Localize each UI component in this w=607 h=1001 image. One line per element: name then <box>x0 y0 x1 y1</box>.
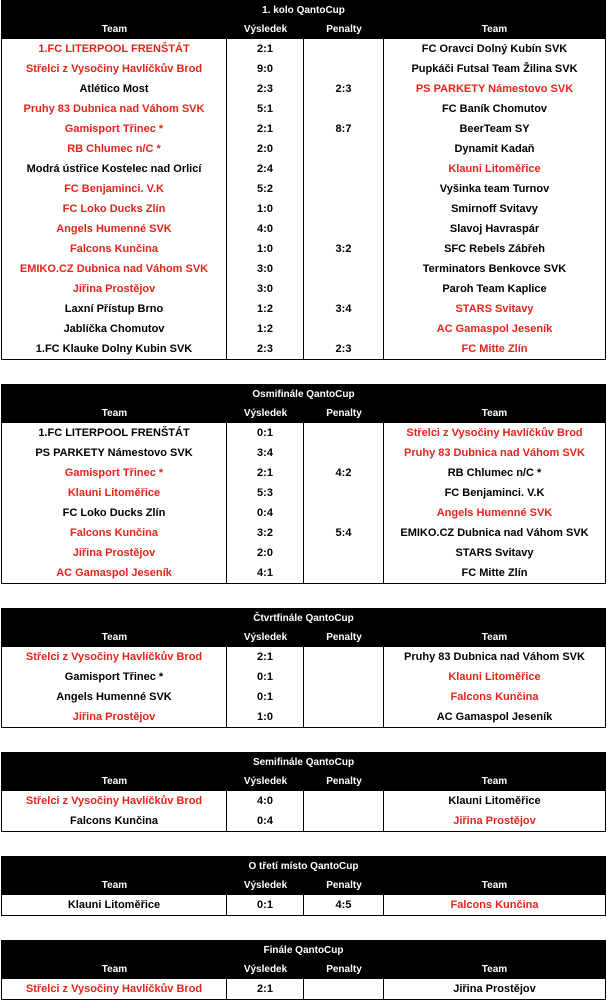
match-rows <box>2 423 605 583</box>
match-row <box>2 139 605 159</box>
match-score: 2:1 <box>227 647 304 667</box>
away-team: FC Mitte Zlín <box>461 343 528 355</box>
header-penalty: Penalty <box>326 632 362 643</box>
header-result: Výsledek <box>243 24 288 35</box>
away-team: AC Gamaspol Jeseník <box>436 323 553 335</box>
away-team: PS PARKETY Námestovo SVK <box>415 83 574 95</box>
match-score: 2:3 <box>227 339 304 359</box>
home-team: Gamisport Třinec * <box>2 119 227 139</box>
away-team: SFC Rebels Zábřeh <box>444 243 545 255</box>
penalty-score: 2:3 <box>304 339 384 359</box>
match-row <box>2 667 605 687</box>
match-row <box>2 119 605 139</box>
away-team: Pruhy 83 Dubnica nad Váhom SVK <box>404 651 585 663</box>
column-header <box>2 404 605 423</box>
penalty-score <box>304 39 384 59</box>
match-row <box>2 199 605 219</box>
penalty-score <box>304 647 384 667</box>
away-team: Slavoj Havraspár <box>449 223 540 235</box>
header-penalty: Penalty <box>326 408 362 419</box>
home-team: Střelci z Vysočiny Havlíčkův Brod <box>2 791 227 811</box>
penalty-score <box>304 503 384 523</box>
column-header <box>2 20 605 39</box>
match-row <box>2 707 605 727</box>
home-team: Střelci z Vysočiny Havlíčkův Brod <box>2 59 227 79</box>
match-score: 1:2 <box>227 299 304 319</box>
penalty-score <box>304 707 384 727</box>
header-penalty: Penalty <box>326 24 362 35</box>
section-third-place <box>1 856 606 916</box>
away-team: Střelci z Vysočiny Havlíčkův Brod <box>406 427 583 439</box>
header-penalty: Penalty <box>326 880 362 891</box>
match-score: 2:0 <box>227 543 304 563</box>
match-score: 3:0 <box>227 259 304 279</box>
match-row <box>2 647 605 667</box>
match-rows <box>2 895 605 915</box>
penalty-score <box>304 667 384 687</box>
away-team: Terminators Benkovce SVK <box>422 263 567 275</box>
match-score: 2:1 <box>227 979 304 999</box>
away-team: Pupkáči Futsal Team Žilina SVK <box>411 63 578 75</box>
match-score: 2:1 <box>227 39 304 59</box>
match-score: 3:4 <box>227 443 304 463</box>
match-score: 0:4 <box>227 811 304 831</box>
away-team: RB Chlumec n/C * <box>447 467 542 479</box>
home-team: FC Benjaminci. V.K <box>2 179 227 199</box>
penalty-score <box>304 443 384 463</box>
match-score: 0:1 <box>227 667 304 687</box>
match-row <box>2 543 605 563</box>
home-team: 1.FC LITERPOOL FRENŠTÁT <box>2 423 227 443</box>
match-row <box>2 791 605 811</box>
match-score: 1:0 <box>227 239 304 259</box>
column-header <box>2 876 605 895</box>
away-team: AC Gamaspol Jeseník <box>436 711 553 723</box>
away-team: EMIKO.CZ Dubnica nad Váhom SVK <box>400 527 589 539</box>
column-header <box>2 772 605 791</box>
match-score: 9:0 <box>227 59 304 79</box>
match-row <box>2 895 605 915</box>
match-score: 0:4 <box>227 503 304 523</box>
home-team: EMIKO.CZ Dubnica nad Váhom SVK <box>2 259 227 279</box>
header-penalty: Penalty <box>326 776 362 787</box>
match-score: 4:0 <box>227 791 304 811</box>
column-header <box>2 628 605 647</box>
away-team: FC Oravci Dolný Kubín SVK <box>421 43 568 55</box>
section-title: Semifinále QantoCup <box>2 753 605 772</box>
section-title: Osmifinále QantoCup <box>2 385 605 404</box>
penalty-score <box>304 979 384 999</box>
away-team: FC Mitte Zlín <box>461 567 528 579</box>
penalty-score <box>304 319 384 339</box>
section-finale <box>1 940 606 1000</box>
home-team: 1.FC LITERPOOL FRENŠTÁT <box>2 39 227 59</box>
home-team: FC Loko Ducks Zlín <box>2 199 227 219</box>
match-score: 2:3 <box>227 79 304 99</box>
match-score: 5:2 <box>227 179 304 199</box>
match-score: 4:1 <box>227 563 304 583</box>
match-score: 2:4 <box>227 159 304 179</box>
away-team: STARS Svitavy <box>455 547 534 559</box>
home-team: Falcons Kunčina <box>2 239 227 259</box>
section-1-kolo <box>1 0 606 360</box>
home-team: Klauni Litoměřice <box>2 895 227 915</box>
away-team: Jiřina Prostějov <box>453 815 536 827</box>
match-score: 2:0 <box>227 139 304 159</box>
home-team: 1.FC Klauke Dolny Kubin SVK <box>2 339 227 359</box>
header-team-away: Team <box>481 408 508 419</box>
match-row <box>2 179 605 199</box>
match-row <box>2 79 605 99</box>
match-row <box>2 503 605 523</box>
away-team: Klauni Litoměřice <box>448 163 541 175</box>
match-rows <box>2 39 605 359</box>
penalty-score <box>304 791 384 811</box>
match-score: 5:3 <box>227 483 304 503</box>
header-team-home: Team <box>101 880 128 891</box>
penalty-score <box>304 59 384 79</box>
match-rows <box>2 791 605 831</box>
header-result: Výsledek <box>243 776 288 787</box>
match-score: 1:2 <box>227 319 304 339</box>
home-team: Falcons Kunčina <box>2 811 227 831</box>
home-team: Gamisport Třinec * <box>2 667 227 687</box>
match-score: 2:1 <box>227 119 304 139</box>
home-team: Laxní Přístup Brno <box>2 299 227 319</box>
match-rows <box>2 979 605 999</box>
away-team: Vyšinka team Turnov <box>439 183 550 195</box>
penalty-score <box>304 483 384 503</box>
header-team-away: Team <box>481 632 508 643</box>
home-team: Angels Humenné SVK <box>2 687 227 707</box>
match-score: 0:1 <box>227 687 304 707</box>
header-penalty: Penalty <box>326 964 362 975</box>
away-team: Jiřina Prostějov <box>453 983 536 995</box>
section-osmifinale <box>1 384 606 584</box>
penalty-score: 2:3 <box>304 79 384 99</box>
header-team-home: Team <box>101 776 128 787</box>
away-team: Klauni Litoměřice <box>448 795 541 807</box>
home-team: Modrá ústřice Kostelec nad Orlicí <box>2 159 227 179</box>
column-header <box>2 960 605 979</box>
match-row <box>2 563 605 583</box>
penalty-score: 4:2 <box>304 463 384 483</box>
away-team: Klauni Litoměřice <box>448 671 541 683</box>
match-score: 1:0 <box>227 707 304 727</box>
match-row <box>2 259 605 279</box>
header-team-away: Team <box>481 24 508 35</box>
match-row <box>2 463 605 483</box>
match-score: 1:0 <box>227 199 304 219</box>
match-row <box>2 339 605 359</box>
match-row <box>2 319 605 339</box>
penalty-score: 5:4 <box>304 523 384 543</box>
home-team: Jablíčka Chomutov <box>2 319 227 339</box>
penalty-score <box>304 99 384 119</box>
match-row <box>2 687 605 707</box>
away-team: FC Benjaminci. V.K <box>444 487 545 499</box>
home-team: Pruhy 83 Dubnica nad Váhom SVK <box>2 99 227 119</box>
home-team: Atlético Most <box>2 79 227 99</box>
section-title: Čtvrtfinále QantoCup <box>2 609 605 628</box>
away-team: Angels Humenné SVK <box>436 507 553 519</box>
match-row <box>2 483 605 503</box>
away-team: Pruhy 83 Dubnica nad Váhom SVK <box>404 447 585 459</box>
home-team: Jiřina Prostějov <box>2 543 227 563</box>
match-row <box>2 423 605 443</box>
match-row <box>2 219 605 239</box>
penalty-score: 8:7 <box>304 119 384 139</box>
away-team: Paroh Team Kaplice <box>442 283 547 295</box>
match-score: 0:1 <box>227 895 304 915</box>
match-row <box>2 39 605 59</box>
penalty-score <box>304 179 384 199</box>
penalty-score <box>304 199 384 219</box>
header-result: Výsledek <box>243 880 288 891</box>
home-team: Falcons Kunčina <box>2 523 227 543</box>
match-score: 3:2 <box>227 523 304 543</box>
match-score: 4:0 <box>227 219 304 239</box>
penalty-score <box>304 219 384 239</box>
match-row <box>2 159 605 179</box>
penalty-score <box>304 159 384 179</box>
home-team: Angels Humenné SVK <box>2 219 227 239</box>
match-score: 2:1 <box>227 463 304 483</box>
away-team: FC Baník Chomutov <box>441 103 548 115</box>
home-team: Jiřina Prostějov <box>2 279 227 299</box>
match-row <box>2 59 605 79</box>
header-result: Výsledek <box>243 408 288 419</box>
away-team: STARS Svitavy <box>455 303 534 315</box>
match-row <box>2 279 605 299</box>
header-team-home: Team <box>101 964 128 975</box>
header-result: Výsledek <box>243 964 288 975</box>
match-row <box>2 239 605 259</box>
home-team: PS PARKETY Námestovo SVK <box>2 443 227 463</box>
match-row <box>2 979 605 999</box>
away-team: Falcons Kunčina <box>450 899 539 911</box>
section-ctvrtfinale <box>1 608 606 728</box>
away-team: Falcons Kunčina <box>450 691 539 703</box>
penalty-score <box>304 423 384 443</box>
penalty-score: 4:5 <box>304 895 384 915</box>
home-team: Střelci z Vysočiny Havlíčkův Brod <box>2 979 227 999</box>
match-score: 0:1 <box>227 423 304 443</box>
header-team-away: Team <box>481 776 508 787</box>
section-title: Finále QantoCup <box>2 941 605 960</box>
away-team: BeerTeam SY <box>459 123 530 135</box>
penalty-score <box>304 543 384 563</box>
match-row <box>2 443 605 463</box>
home-team: Střelci z Vysočiny Havlíčkův Brod <box>2 647 227 667</box>
match-row <box>2 523 605 543</box>
home-team: Jiřina Prostějov <box>2 707 227 727</box>
home-team: Klauni Litoměřice <box>2 483 227 503</box>
home-team: AC Gamaspol Jeseník <box>2 563 227 583</box>
away-team: Smirnoff Svitavy <box>451 203 538 215</box>
section-semifinale <box>1 752 606 832</box>
header-team-home: Team <box>101 632 128 643</box>
header-result: Výsledek <box>243 632 288 643</box>
penalty-score: 3:2 <box>304 239 384 259</box>
header-team-home: Team <box>101 24 128 35</box>
section-title: O třetí místo QantoCup <box>2 857 605 876</box>
header-team-away: Team <box>481 880 508 891</box>
header-team-away: Team <box>481 964 508 975</box>
penalty-score <box>304 279 384 299</box>
home-team: Gamisport Třinec * <box>2 463 227 483</box>
section-title: 1. kolo QantoCup <box>2 1 605 20</box>
penalty-score <box>304 139 384 159</box>
match-score: 5:1 <box>227 99 304 119</box>
penalty-score: 3:4 <box>304 299 384 319</box>
penalty-score <box>304 259 384 279</box>
match-rows <box>2 647 605 727</box>
penalty-score <box>304 563 384 583</box>
match-row <box>2 299 605 319</box>
home-team: RB Chlumec n/C * <box>2 139 227 159</box>
match-score: 3:0 <box>227 279 304 299</box>
home-team: FC Loko Ducks Zlín <box>2 503 227 523</box>
away-team: Dynamit Kadaň <box>454 143 535 155</box>
penalty-score <box>304 687 384 707</box>
match-row <box>2 811 605 831</box>
header-team-home: Team <box>101 408 128 419</box>
match-row <box>2 99 605 119</box>
penalty-score <box>304 811 384 831</box>
